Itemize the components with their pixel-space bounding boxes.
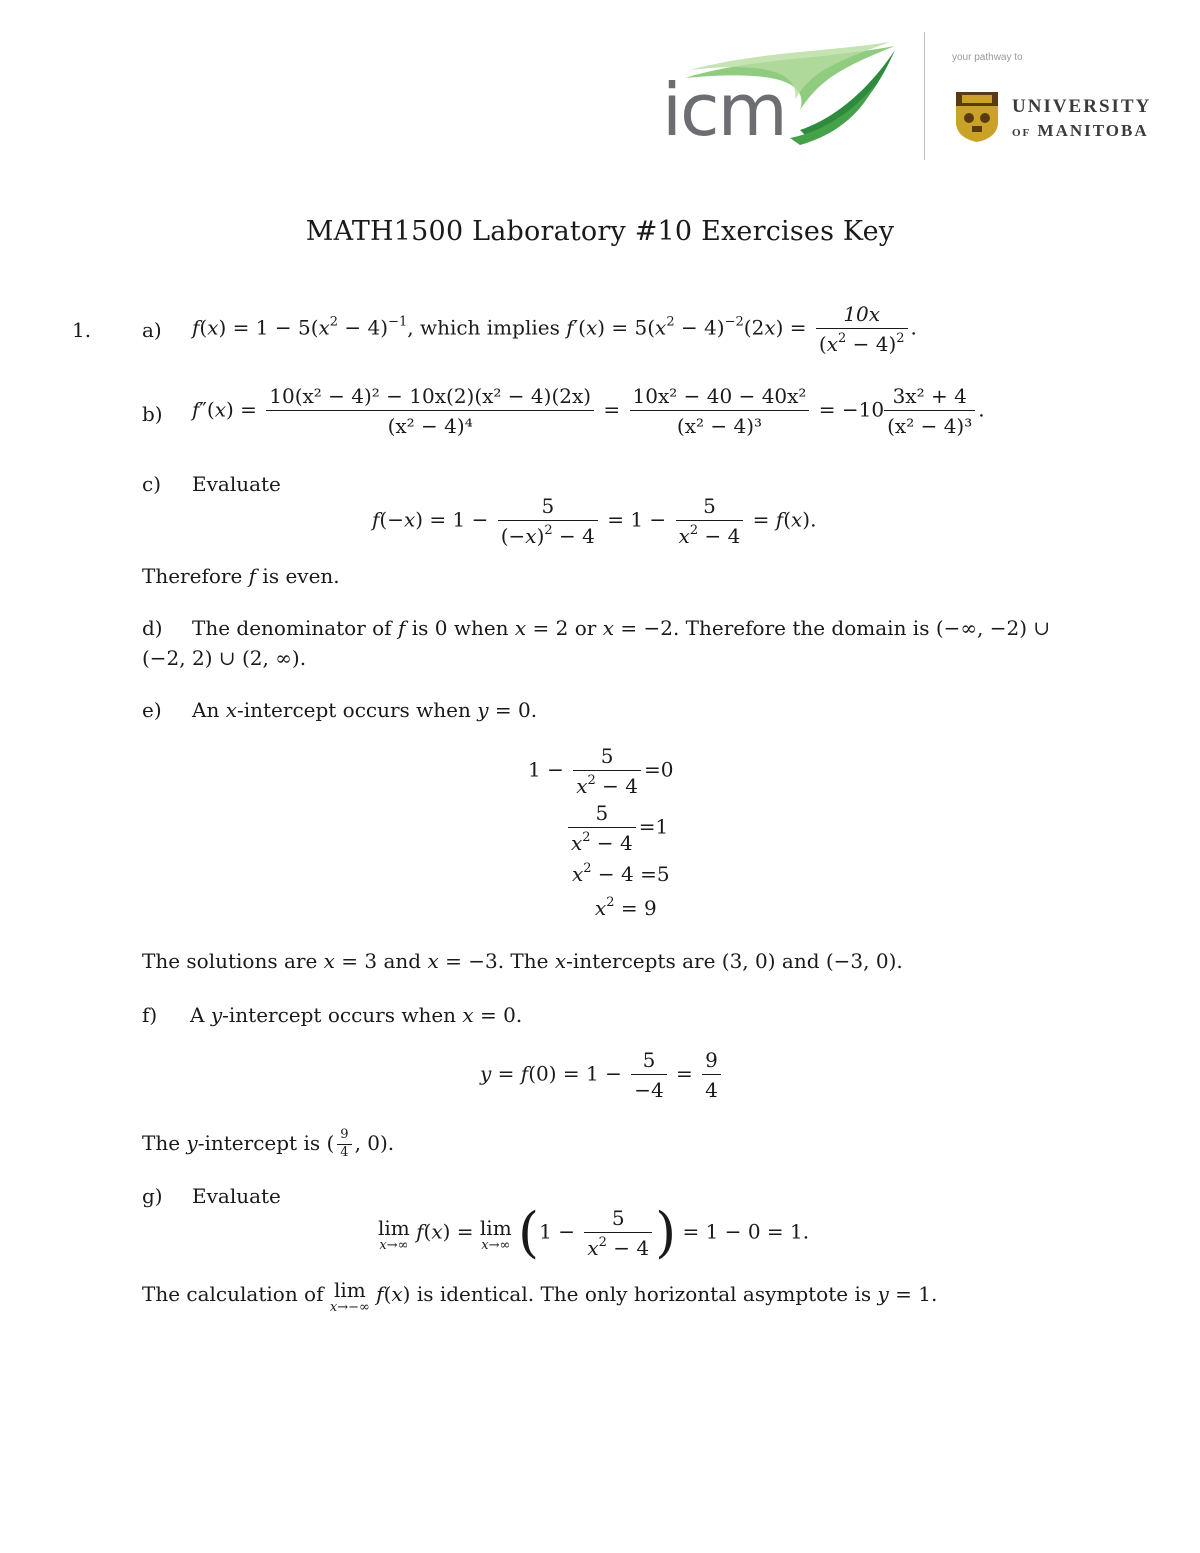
part-f-equation: y = f(0) = 1 − $\frac{5}{-4}$ = $\frac{9}{4}$ xyxy=(480,1048,724,1102)
part-f-text: A y-intercept occurs when x = 0. xyxy=(190,1003,523,1027)
part-b-num2: 10x² − 40 − 40x² xyxy=(632,384,807,408)
part-a-equation: $f(x) = 1 - 5(x^2 - 4)^{-1}$, which implies $f'(x) = 5(x^2 - 4)^{-2}(2x)$ = $\frac{10x}{(x^2 - 4)^2}$ . xyxy=(192,302,917,356)
part-a-numerator: 10x xyxy=(843,302,881,326)
part-c-conclusion: Therefore f is even. xyxy=(142,564,340,588)
part-b-den1: (x² − 4)⁴ xyxy=(266,410,594,438)
part-c-equation: f(−x) = 1 − $\frac{5}{(-x)^2 - 4}$ = 1 − $\frac{5}{x^2 - 4}$ = f(x). xyxy=(372,494,817,548)
university-name-line2 xyxy=(1012,121,1149,141)
part-g-label: g) xyxy=(142,1184,163,1208)
part-g-text: Evaluate xyxy=(192,1184,281,1208)
part-d-label: d) xyxy=(142,616,163,640)
university-name-line1: UNIVERSITY xyxy=(1012,96,1152,117)
part-f-label: f) xyxy=(142,1003,158,1027)
pathway-tagline: your pathway to xyxy=(952,52,1023,63)
part-c-text: Evaluate xyxy=(192,472,281,496)
page-title: MATH1500 Laboratory #10 Exercises Key xyxy=(305,216,895,247)
part-a-label: a) xyxy=(142,318,162,342)
part-e-step1: 1 − $\frac{5}{x^2 - 4}$ =0 xyxy=(528,744,674,798)
part-e-conclusion: The solutions are x = 3 and x = −3. The x-intercepts are (3, 0) and (−3, 0). xyxy=(142,949,903,973)
university-of: OF xyxy=(1012,127,1032,139)
part-b-label: b) xyxy=(142,402,163,426)
icm-wordmark: icm xyxy=(662,68,786,152)
part-e-step3: $x^2 - 4 =5$ xyxy=(572,861,670,886)
part-g-conclusion: The calculation of lim x→−∞ f(x) is identical. The only horizontal asymptote is y = 1. xyxy=(142,1278,938,1315)
part-e-text: An x-intercept occurs when y = 0. xyxy=(192,698,538,722)
part-b-num1: 10(x² − 4)² − 10x(2)(x² − 4)(2x) xyxy=(269,384,592,408)
university-crest-icon xyxy=(954,90,1000,142)
part-b-num3: 3x² + 4 xyxy=(892,384,967,408)
university-manitoba: MANITOBA xyxy=(1037,121,1149,140)
part-a-implies: , which implies xyxy=(407,315,560,340)
part-b-equation: f″(x) = $\frac{\text{10(x² − 4)² − 10x(2)(x² − 4)(2x)}}{\text{(x² − 4)⁴}}$ = $\frac{\text{10x² − 40 − 40x²}}{\text{(x² − 4)³}}$ = −10 $\frac{\text{3x² + 4}}{\text{(x² − 4)³}}$ . xyxy=(192,384,985,438)
part-d-text: The denominator of f is 0 when x = 2 or x = −2. Therefore the domain is (−∞, −2) ∪ xyxy=(192,616,1051,640)
question-number: 1. xyxy=(72,318,92,342)
part-e-step2: $\frac{5}{x^2 - 4}$ =1 xyxy=(565,801,668,855)
part-a-fraction: $\frac{10x}{(x^2 - 4)^2}$ xyxy=(816,302,908,356)
part-d-text-cont: (−2, 2) ∪ (2, ∞). xyxy=(142,646,307,670)
part-e-step4: $x^2 = 9$ xyxy=(595,895,657,920)
part-g-equation: lim x→∞ f(x) = lim x→∞ (1 − $\frac{5}{x^2 - 4}$ ) = 1 − 0 = 1. xyxy=(378,1201,810,1264)
logo-divider xyxy=(924,32,925,160)
part-b-den3: (x² − 4)³ xyxy=(884,410,975,438)
part-c-label: c) xyxy=(142,472,162,496)
part-e-label: e) xyxy=(142,698,162,722)
part-b-den2: (x² − 4)³ xyxy=(630,410,810,438)
part-f-conclusion: The y-intercept is ( $\frac{9}{4}$ , 0). xyxy=(142,1127,395,1160)
